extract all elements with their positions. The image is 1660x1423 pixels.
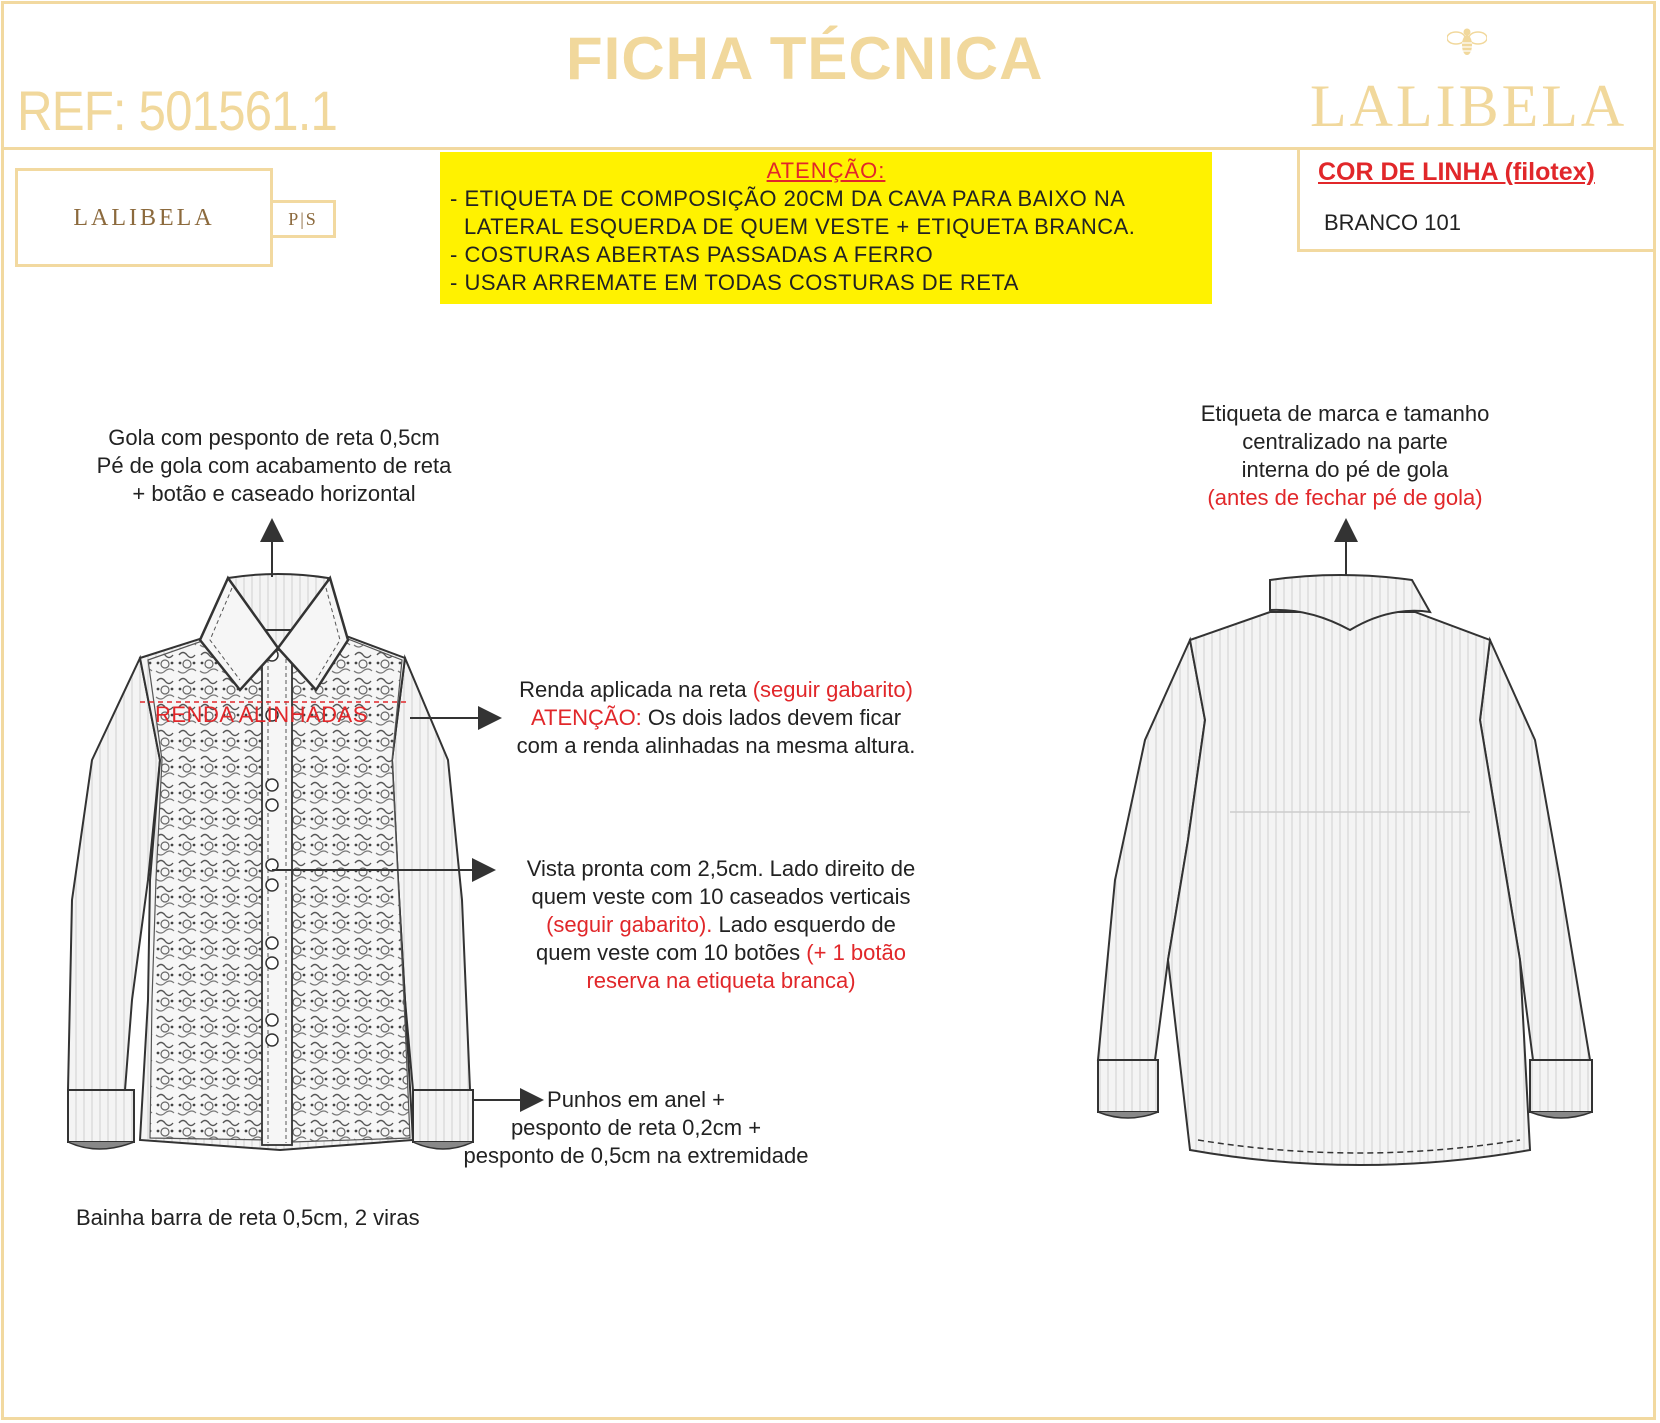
back-label-note [1160, 400, 1530, 512]
lace-alignment-label: RENDA ALINHADAS [155, 702, 368, 727]
collar-note-line: Gola com pesponto de reta 0,5cm [108, 425, 440, 450]
back-body [1168, 612, 1530, 1165]
back-right-cuff [1530, 1060, 1592, 1112]
back-label-note-line: Etiqueta de marca e tamanho [1200, 401, 1490, 426]
lace-note-text: com a renda alinhadas na mesma altura. [516, 733, 916, 758]
attention-line: LATERAL ESQUERDA DE QUEM VESTE + ETIQUETA BRANCA. [464, 214, 1136, 239]
attention-line: - ETIQUETA DE COMPOSIÇÃO 20CM DA CAVA PARA BAIXO NA [450, 186, 1126, 211]
lace-note-red: (seguir gabarito) [752, 677, 913, 702]
cuff-note-line: pesponto de reta 0,2cm + [510, 1115, 762, 1140]
collar-note-line: Pé de gola com acabamento de reta [96, 453, 452, 478]
reference-code: REF: 501561.1 [17, 79, 338, 142]
front-left-cuff [68, 1090, 134, 1142]
placket-note-text: Lado esquerdo de [712, 912, 896, 937]
collar-note [70, 424, 478, 508]
placket-note-text: Vista pronta com 2,5cm. Lado direito de [526, 856, 916, 881]
back-label-note-red: (antes de fechar pé de gola) [1207, 485, 1483, 510]
back-label-note-line: interna do pé de gola [1241, 457, 1449, 482]
attention-line: - COSTURAS ABERTAS PASSADAS A FERRO [450, 242, 934, 267]
lace-note-text: Os dois lados devem ficar [641, 705, 902, 730]
placket-note-red: (seguir gabarito). [546, 912, 713, 937]
document-title: FICHA TÉCNICA [566, 25, 1044, 92]
thread-color-title: COR DE LINHA (filotex) [1318, 158, 1595, 186]
cuff-note-line: pesponto de 0,5cm na extremidade [463, 1143, 809, 1168]
brand-name: LALIBELA [1310, 73, 1628, 139]
lace-note-attention: ATENÇÃO: [530, 705, 642, 730]
attention-title: ATENÇÃO: [766, 158, 886, 183]
back-left-cuff [1098, 1060, 1158, 1112]
collar-note-line: + botão e caseado horizontal [132, 481, 416, 506]
cuff-note-line: Punhos em anel + [547, 1087, 725, 1112]
placket-note-text: quem veste com 10 botões [536, 940, 807, 965]
placket-note-text: quem veste com 10 caseados verticais [531, 884, 911, 909]
lace-note-text: Renda aplicada na reta [519, 677, 753, 702]
cuff-note [446, 1086, 826, 1170]
placket-note-red: (+ 1 botão [806, 940, 906, 965]
thread-color-value: BRANCO 101 [1324, 210, 1461, 235]
back-label-note-line: centralizado na parte [1242, 429, 1448, 454]
back-shirt [1098, 575, 1592, 1165]
size-label-text: P|S [288, 209, 318, 229]
hem-note: Bainha barra de reta 0,5cm, 2 viras [76, 1205, 420, 1230]
placket-note-red: reserva na etiqueta branca) [586, 968, 856, 993]
placket-note [496, 855, 946, 995]
front-shirt [68, 574, 473, 1150]
attention-line: - USAR ARREMATE EM TODAS COSTURAS DE RETA [450, 270, 1019, 295]
lace-note [486, 676, 946, 760]
label-brand-name: LALIBELA [73, 205, 215, 231]
